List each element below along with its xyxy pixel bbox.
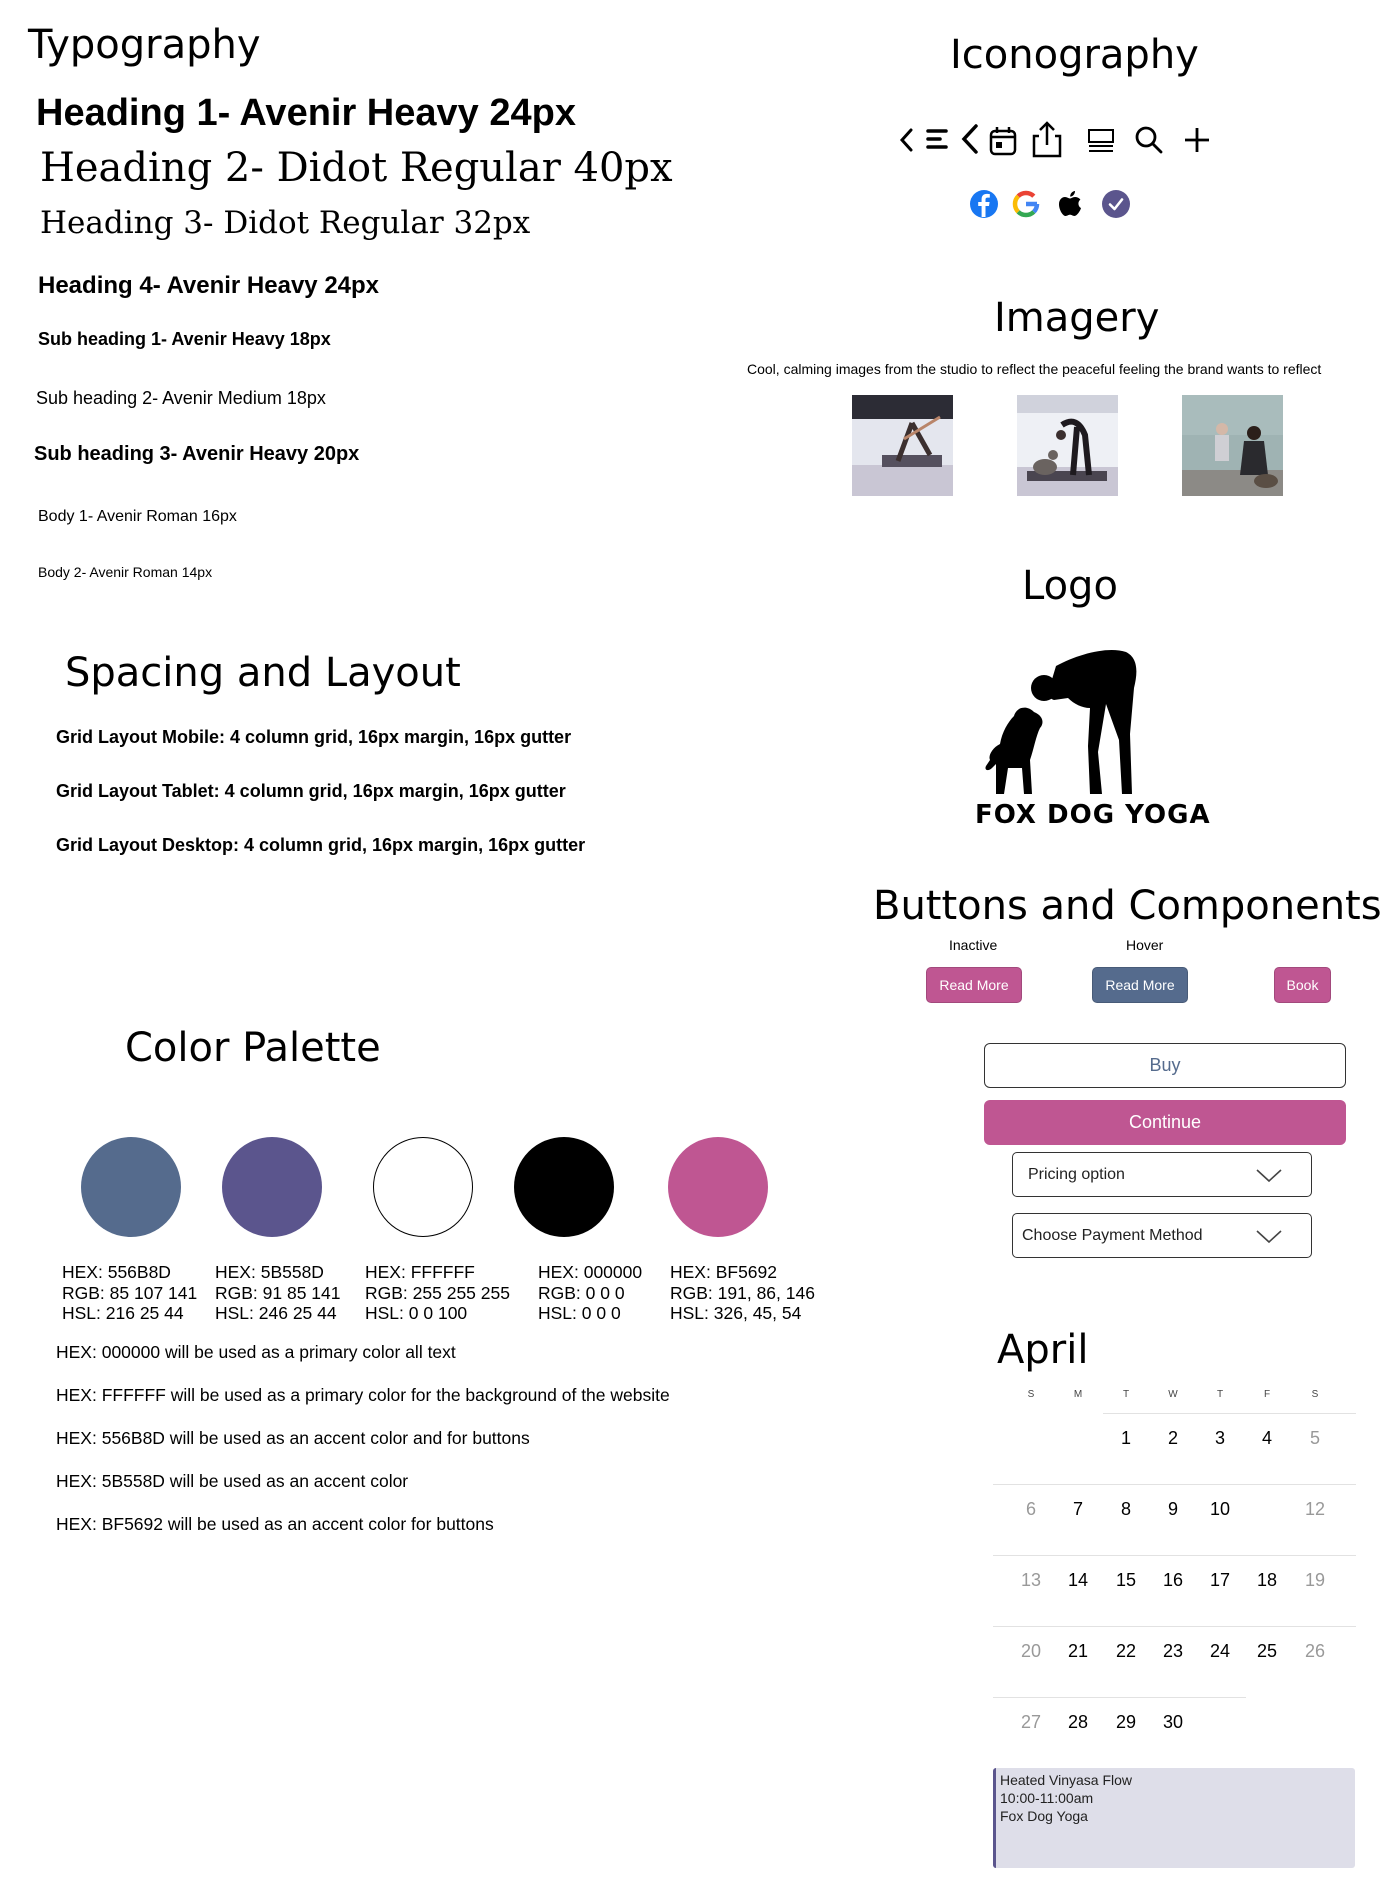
color-usage-4: HEX: 5B558D will be used as an accent color xyxy=(56,1471,409,1491)
calendar-day[interactable]: 26 xyxy=(1304,1641,1326,1661)
color-usage-1: HEX: 000000 will be used as a primary color all text xyxy=(56,1342,456,1362)
pricing-option-label: Pricing option xyxy=(1028,1165,1125,1183)
calendar-day[interactable]: 6 xyxy=(1025,1499,1036,1519)
calendar-divider xyxy=(993,1484,1356,1485)
calendar-day[interactable]: 7 xyxy=(1072,1499,1083,1519)
back-chevron-icon[interactable] xyxy=(958,122,982,158)
calendar-day[interactable]: 24 xyxy=(1209,1641,1231,1661)
calendar-day[interactable]: 20 xyxy=(1020,1641,1042,1661)
swatch-info-2: HEX: 5B558D RGB: 91 85 141 HSL: 246 25 44 xyxy=(215,1262,341,1323)
swatch-5b558d xyxy=(222,1137,322,1237)
event-time: 10:00-11:00am xyxy=(1000,1790,1094,1806)
calendar-day[interactable]: 9 xyxy=(1167,1499,1178,1519)
pricing-option-select[interactable] xyxy=(1012,1152,1312,1197)
calendar-day[interactable]: 14 xyxy=(1067,1570,1089,1590)
iconography-title: Iconography xyxy=(950,32,1199,78)
calendar-day[interactable]: 22 xyxy=(1115,1641,1137,1661)
read-more-button-hover[interactable]: Read More xyxy=(1092,967,1188,1003)
calendar-day[interactable]: 25 xyxy=(1256,1641,1278,1661)
calendar-divider xyxy=(993,1697,1246,1698)
spacing-title: Spacing and Layout xyxy=(65,650,461,696)
grid-mobile-text: Grid Layout Mobile: 4 column grid, 16px margin, 16px gutter xyxy=(56,727,572,747)
color-palette-title: Color Palette xyxy=(125,1025,381,1071)
chevron-left-icon[interactable] xyxy=(896,126,918,156)
swatch-ffffff xyxy=(373,1137,473,1237)
body-1-sample: Body 1- Avenir Roman 16px xyxy=(38,508,237,525)
calendar-day[interactable]: 15 xyxy=(1115,1570,1137,1590)
sub-heading-3-sample: Sub heading 3- Avenir Heavy 20px xyxy=(34,443,360,465)
calendar-day[interactable]: 19 xyxy=(1304,1570,1326,1590)
weekday-wed: W xyxy=(1168,1389,1178,1400)
calendar-day[interactable]: 13 xyxy=(1020,1570,1042,1590)
event-name: Heated Vinyasa Flow xyxy=(1000,1772,1133,1788)
calendar-icon[interactable] xyxy=(988,125,1018,157)
search-icon[interactable] xyxy=(1133,124,1165,156)
calendar-day[interactable]: 21 xyxy=(1067,1641,1089,1661)
body-2-sample: Body 2- Avenir Roman 14px xyxy=(38,564,213,580)
plus-icon[interactable] xyxy=(1181,124,1213,156)
event-location: Fox Dog Yoga xyxy=(1000,1808,1088,1824)
hover-label: Hover xyxy=(1126,937,1164,953)
continue-button[interactable]: Continue xyxy=(984,1100,1346,1145)
swatch-info-3: HEX: FFFFFF RGB: 255 255 255 HSL: 0 0 100 xyxy=(365,1262,510,1323)
swatch-556b8d xyxy=(81,1137,181,1237)
calendar-divider xyxy=(993,1555,1356,1556)
buy-button[interactable]: Buy xyxy=(984,1043,1346,1088)
calendar-divider xyxy=(993,1626,1356,1627)
inactive-label: Inactive xyxy=(949,937,998,953)
chevron-down-icon xyxy=(1255,1166,1283,1184)
payment-method-select[interactable] xyxy=(1012,1213,1312,1258)
menu-icon[interactable] xyxy=(924,124,950,154)
read-more-button-inactive[interactable]: Read More xyxy=(926,967,1022,1003)
calendar-day[interactable]: 29 xyxy=(1115,1712,1137,1732)
heading-1-sample: Heading 1- Avenir Heavy 24px xyxy=(36,92,576,134)
color-usage-5: HEX: BF5692 will be used as an accent color for buttons xyxy=(56,1514,494,1534)
heading-3-sample: Heading 3- Didot Regular 32px xyxy=(40,205,531,241)
swatch-info-1: HEX: 556B8D RGB: 85 107 141 HSL: 216 25 44 xyxy=(62,1262,198,1323)
imagery-title: Imagery xyxy=(994,295,1160,341)
heading-4-sample: Heading 4- Avenir Heavy 24px xyxy=(38,272,380,299)
calendar-day[interactable]: 17 xyxy=(1209,1570,1231,1590)
calendar-event-card[interactable] xyxy=(993,1768,1355,1868)
calendar-day[interactable]: 16 xyxy=(1162,1570,1184,1590)
color-usage-3: HEX: 556B8D will be used as an accent color and for buttons xyxy=(56,1428,530,1448)
heading-2-sample: Heading 2- Didot Regular 40px xyxy=(40,145,673,191)
google-icon[interactable] xyxy=(1011,189,1041,219)
swatch-000000 xyxy=(514,1137,614,1237)
share-icon[interactable] xyxy=(1030,119,1064,159)
studio-photo-3 xyxy=(1182,395,1283,496)
calendar-day[interactable]: 12 xyxy=(1304,1499,1326,1519)
apple-icon[interactable] xyxy=(1056,187,1084,219)
calendar-day[interactable]: 2 xyxy=(1167,1428,1178,1448)
calendar-day[interactable]: 10 xyxy=(1209,1499,1231,1519)
calendar-divider xyxy=(1103,1413,1356,1414)
calendar-day[interactable]: 3 xyxy=(1214,1428,1225,1448)
weekday-thu: T xyxy=(1216,1389,1224,1400)
payment-method-label: Choose Payment Method xyxy=(1022,1226,1203,1244)
logo-title: Logo xyxy=(1022,563,1118,609)
typography-title: Typography xyxy=(28,22,261,68)
sub-heading-2-sample: Sub heading 2- Avenir Medium 18px xyxy=(36,388,326,408)
swatch-info-4: HEX: 000000 RGB: 0 0 0 HSL: 0 0 0 xyxy=(538,1262,643,1323)
logo-wordmark: FOX DOG YOGA xyxy=(975,800,1211,830)
facebook-icon[interactable] xyxy=(969,189,999,219)
calendar-day[interactable]: 4 xyxy=(1261,1428,1272,1448)
fox-dog-yoga-logo xyxy=(978,648,1158,798)
imagery-caption: Cool, calming images from the studio to reflect the peaceful feeling the brand wants to reflect xyxy=(747,361,1322,377)
calendar-day[interactable]: 5 xyxy=(1309,1428,1320,1448)
studio-photo-2 xyxy=(1017,395,1118,496)
checkmark-badge-icon[interactable] xyxy=(1101,189,1131,219)
components-title: Buttons and Components xyxy=(873,883,1382,929)
book-button[interactable]: Book xyxy=(1274,967,1331,1003)
weekday-mon: M xyxy=(1073,1389,1083,1400)
grid-desktop-text: Grid Layout Desktop: 4 column grid, 16px margin, 16px gutter xyxy=(56,835,586,855)
calendar-day[interactable]: 27 xyxy=(1020,1712,1042,1732)
calendar-day[interactable]: 28 xyxy=(1067,1712,1089,1732)
weekday-sat: S xyxy=(1311,1389,1319,1400)
calendar-day[interactable]: 8 xyxy=(1120,1499,1131,1519)
weekday-sun: S xyxy=(1027,1389,1035,1400)
grid-tablet-text: Grid Layout Tablet: 4 column grid, 16px margin, 16px gutter xyxy=(56,781,566,801)
sub-heading-1-sample: Sub heading 1- Avenir Heavy 18px xyxy=(38,329,331,349)
calendar-day[interactable]: 18 xyxy=(1256,1570,1278,1590)
weekday-fri: F xyxy=(1263,1389,1271,1400)
calendar-day[interactable]: 23 xyxy=(1162,1641,1184,1661)
weekday-tue: T xyxy=(1122,1389,1130,1400)
list-icon[interactable] xyxy=(1086,127,1116,155)
studio-photo-1 xyxy=(852,395,953,496)
swatch-bf5692 xyxy=(668,1137,768,1237)
calendar-month: April xyxy=(997,1327,1089,1373)
calendar-day[interactable]: 1 xyxy=(1120,1428,1131,1448)
swatch-info-5: HEX: BF5692 RGB: 191, 86, 146 HSL: 326, 45, 54 xyxy=(670,1262,815,1323)
chevron-down-icon xyxy=(1255,1227,1283,1245)
calendar-day[interactable]: 30 xyxy=(1162,1712,1184,1732)
color-usage-2: HEX: FFFFFF will be used as a primary color for the background of the website xyxy=(56,1385,670,1405)
